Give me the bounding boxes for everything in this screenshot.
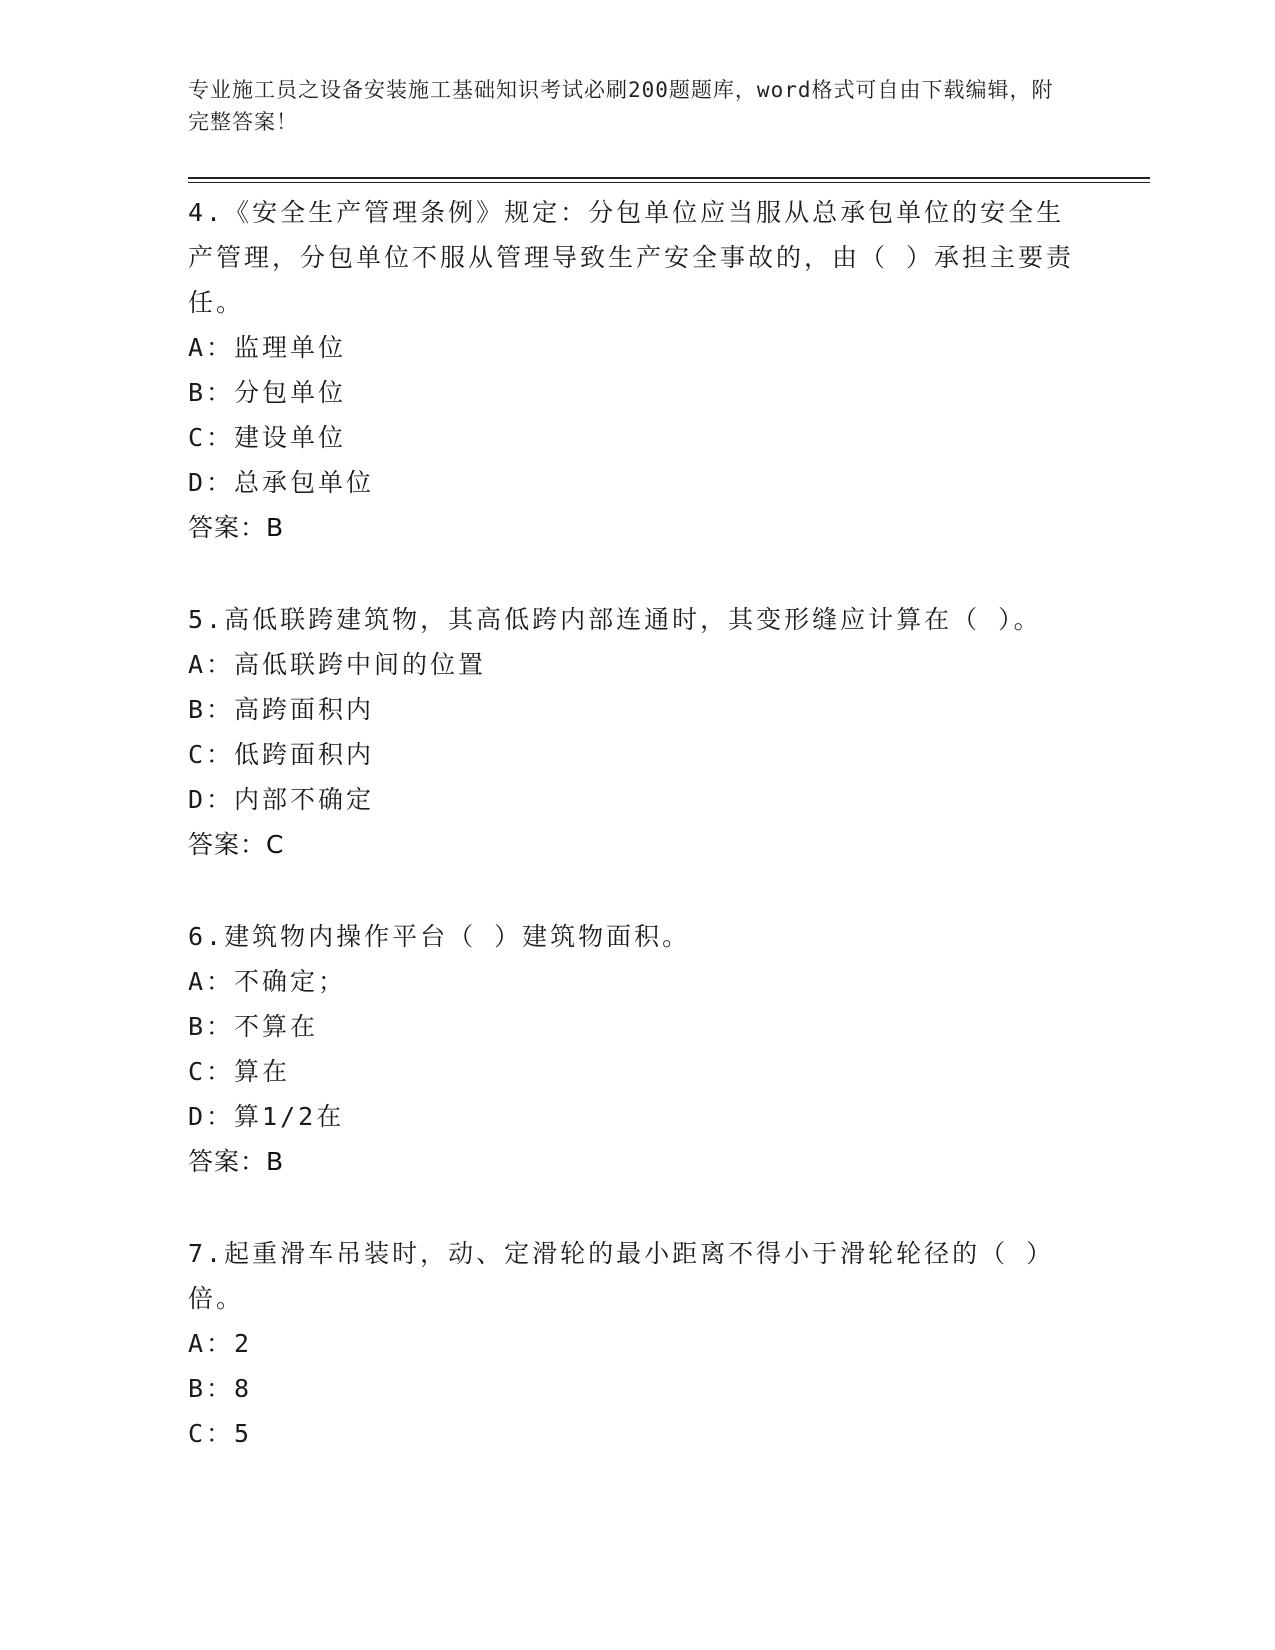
question-option: C：低跨面积内 [188,740,375,769]
question-item [188,190,1088,597]
header-divider-thin [188,182,1150,183]
question-option: B：不算在 [188,1012,319,1041]
document-header [188,74,1068,138]
question-stem: 7.起重滑车吊装时，动、定滑轮的最小距离不得小于滑轮轮径的（ ）倍。 [188,1239,1055,1313]
question-list [188,190,1088,1456]
header-title: 专业施工员之设备安装施工基础知识考试必刷200题题库，word格式可自由下载编辑，附完整答案！ [188,78,1054,134]
question-option: C：5 [188,1419,253,1448]
question-item [188,914,1088,1231]
question-option: B：8 [188,1374,253,1403]
question-stem: 5.高低联跨建筑物，其高低跨内部连通时，其变形缝应计算在（ ）。 [188,605,1042,634]
header-divider [188,177,1150,179]
question-answer: 答案：B [188,513,285,542]
question-option: B：分包单位 [188,378,347,407]
question-option: A：高低联跨中间的位置 [188,650,487,679]
question-option: D：内部不确定 [188,785,375,814]
question-option: B：高跨面积内 [188,695,375,724]
question-stem: 6.建筑物内操作平台（ ）建筑物面积。 [188,922,691,951]
question-answer: 答案：C [188,830,285,859]
question-option: C：算在 [188,1057,291,1086]
question-option: A：2 [188,1329,253,1358]
question-item [188,1231,1088,1456]
question-stem: 4.《安全生产管理条例》规定：分包单位应当服从总承包单位的安全生产管理，分包单位不服从管理导致生产安全事故的，由（ ）承担主要责任。 [188,198,1075,317]
question-answer: 答案：B [188,1147,285,1176]
question-option: A：监理单位 [188,333,347,362]
question-option: A：不确定； [188,967,347,996]
question-item [188,597,1088,914]
question-option: D：总承包单位 [188,468,375,497]
question-option: C：建设单位 [188,423,347,452]
question-option: D：算1/2在 [188,1102,345,1131]
